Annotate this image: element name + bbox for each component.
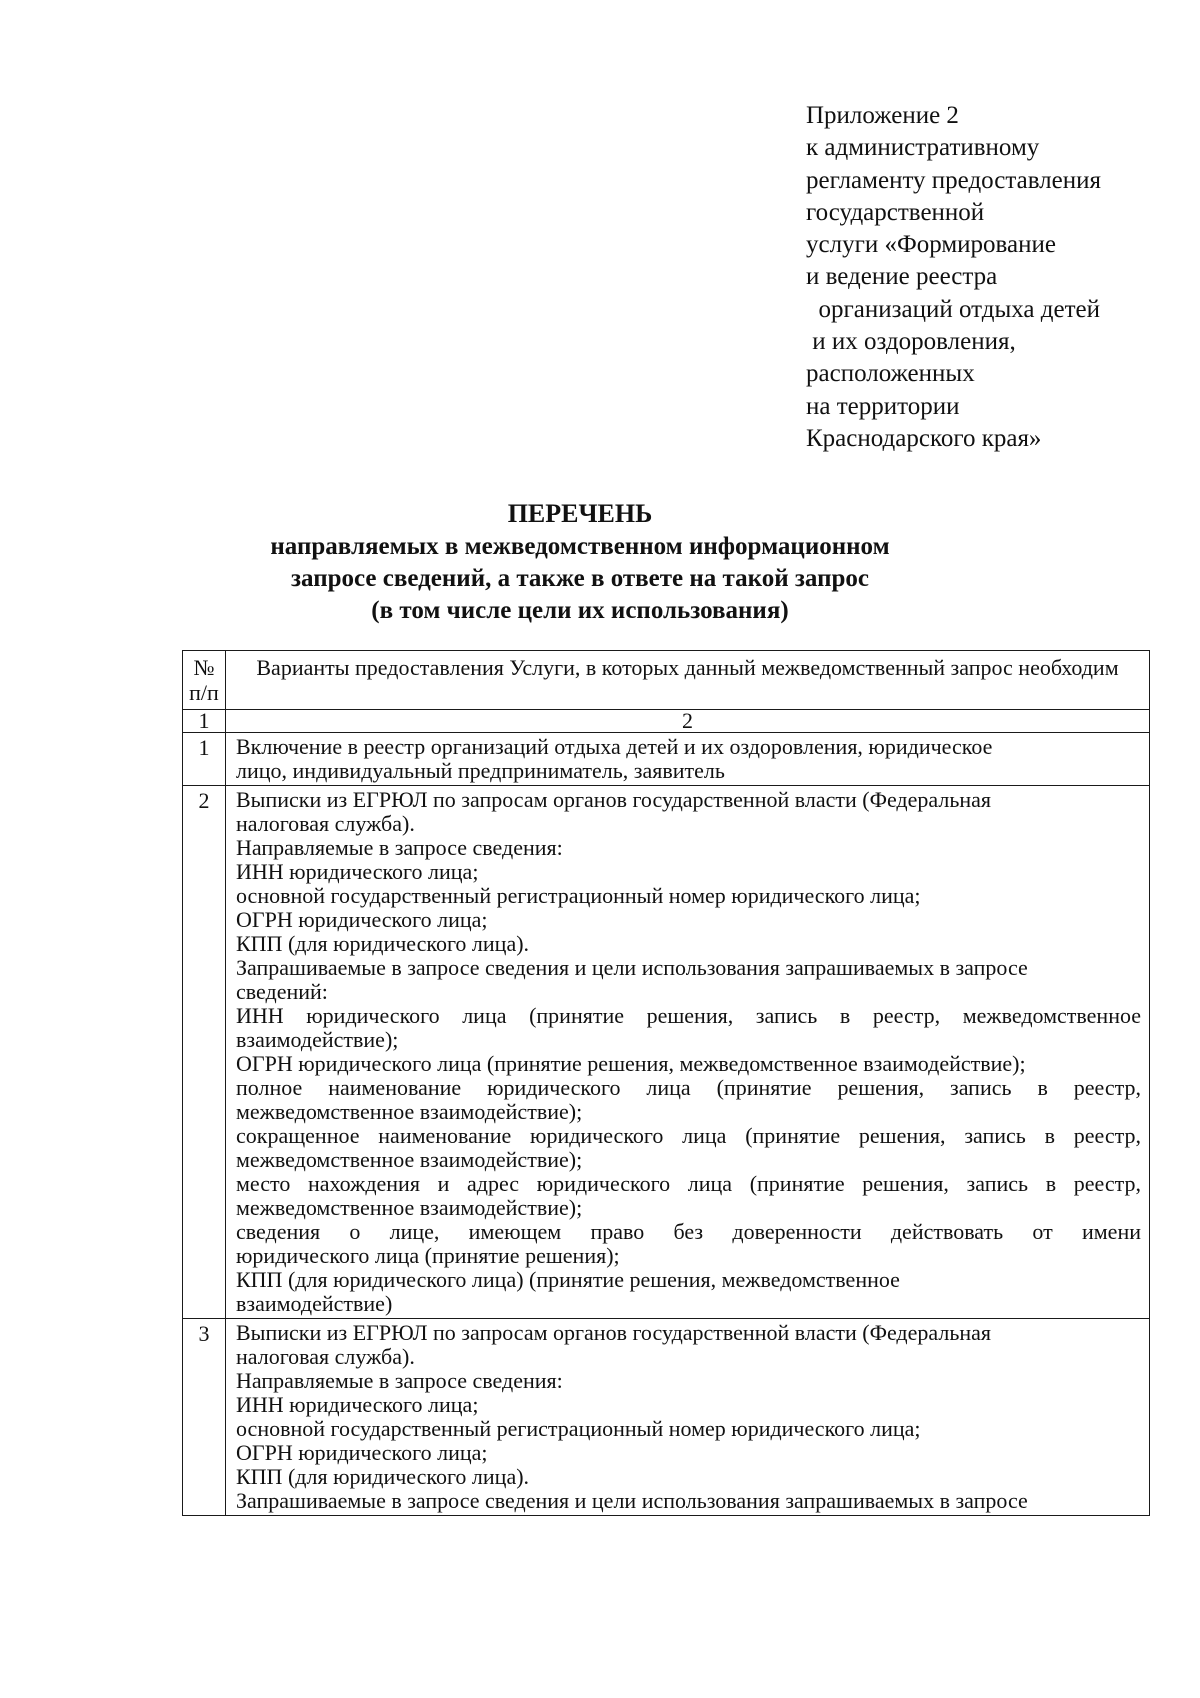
cell-line: юридического лица (принятие решения); — [236, 1243, 620, 1268]
cell-line: основной государственный регистрационный номер юридического лица; — [236, 1416, 921, 1441]
row-desc-cell — [226, 1319, 1150, 1516]
header-num-cell: № п/п — [183, 651, 226, 710]
appendix-line: организаций отдыха детей — [806, 295, 1100, 323]
appendix-line: регламенту предоставления — [806, 166, 1102, 194]
cell-line: налоговая служба). — [236, 811, 415, 836]
cell-line: место нахождения и адрес юридического лица (принятие решения, запись в реестр, — [236, 1171, 1141, 1196]
row-num-cell: 3 — [183, 1319, 226, 1516]
cell-line: КПП (для юридического лица) (принятие решения, межведомственное — [236, 1267, 900, 1292]
cell-line: ОГРН юридического лица (принятие решения, межведомственное взаимодействие); — [236, 1051, 1026, 1076]
cell-line: взаимодействие) — [236, 1291, 393, 1316]
cell-line: лицо, индивидуальный предприниматель, заявитель — [236, 758, 725, 783]
cell-line: Запрашиваемые в запросе сведения и цели использования запрашиваемых в запросе — [236, 1488, 1028, 1513]
cell-line: Запрашиваемые в запросе сведения и цели использования запрашиваемых в запросе — [236, 955, 1028, 980]
appendix-line: государственной — [806, 198, 985, 226]
appendix-line: к административному — [806, 134, 1040, 162]
table-row — [183, 786, 1150, 1319]
row-desc-cell — [226, 786, 1150, 1319]
cell-line: Выписки из ЕГРЮЛ по запросам органов государственной власти (Федеральная — [236, 787, 992, 812]
cell-line: КПП (для юридического лица). — [236, 931, 530, 956]
cell-line: КПП (для юридического лица). — [236, 1464, 530, 1489]
cell-line: Направляемые в запросе сведения: — [236, 835, 563, 860]
title-main: ПЕРЕЧЕНЬ — [507, 499, 653, 528]
cell-line: Направляемые в запросе сведения: — [236, 1368, 563, 1393]
title-line: направляемых в межведомственном информационном — [270, 533, 890, 560]
cell-line: межведомственное взаимодействие); — [236, 1099, 583, 1124]
cell-line: сокращенное наименование юридического лица (принятие решения, запись в реестр, — [236, 1123, 1141, 1148]
cell-line: сведения о лице, имеющем право без доверенности действовать от имени — [236, 1219, 1141, 1244]
row-num-cell: 1 — [183, 733, 226, 786]
header-desc-cell: Варианты предоставления Услуги, в которых данный межведомственный запрос необходим — [226, 651, 1150, 710]
cell-line: Включение в реестр организаций отдыха детей и их оздоровления, юридическое — [236, 734, 993, 759]
cell-line: полное наименование юридического лица (принятие решения, запись в реестр, — [236, 1075, 1141, 1100]
appendix-line: и их оздоровления, — [806, 328, 1016, 356]
appendix-line: услуги «Формирование — [806, 231, 1056, 259]
cell-line: взаимодействие); — [236, 1027, 399, 1052]
title-line: запросе сведений, а также в ответе на такой запрос — [291, 565, 869, 592]
index-desc-cell: 2 — [226, 710, 1150, 733]
cell-line: сведений: — [236, 979, 328, 1004]
table-row — [183, 1319, 1150, 1516]
cell-line: межведомственное взаимодействие); — [236, 1195, 583, 1220]
appendix-line: расположенных — [806, 360, 975, 388]
cell-line: межведомственное взаимодействие); — [236, 1147, 583, 1172]
cell-line: ОГРН юридического лица; — [236, 1440, 488, 1465]
table-header-row — [183, 651, 1150, 710]
document-title — [180, 498, 980, 627]
cell-line: ОГРН юридического лица; — [236, 907, 488, 932]
cell-line: ИНН юридического лица (принятие решения, запись в реестр, межведомственное — [236, 1003, 1141, 1028]
cell-line: ИНН юридического лица; — [236, 1392, 479, 1417]
cell-line: Выписки из ЕГРЮЛ по запросам органов государственной власти (Федеральная — [236, 1320, 992, 1345]
appendix-line: Приложение 2 — [806, 102, 959, 129]
table-row — [183, 733, 1150, 786]
index-num-cell: 1 — [183, 710, 226, 733]
title-line: (в том числе цели их использования) — [371, 597, 789, 624]
appendix-line: на территории — [806, 392, 960, 420]
appendix-header — [806, 100, 1186, 455]
table-index-row — [183, 710, 1150, 733]
cell-line: налоговая служба). — [236, 1344, 415, 1369]
requests-table — [182, 650, 1150, 1516]
cell-line: ИНН юридического лица; — [236, 859, 479, 884]
row-num-cell: 2 — [183, 786, 226, 1319]
appendix-line: и ведение реестра — [806, 263, 998, 291]
appendix-line: Краснодарского края» — [806, 424, 1042, 452]
cell-line: основной государственный регистрационный номер юридического лица; — [236, 883, 921, 908]
row-desc-cell — [226, 733, 1150, 786]
